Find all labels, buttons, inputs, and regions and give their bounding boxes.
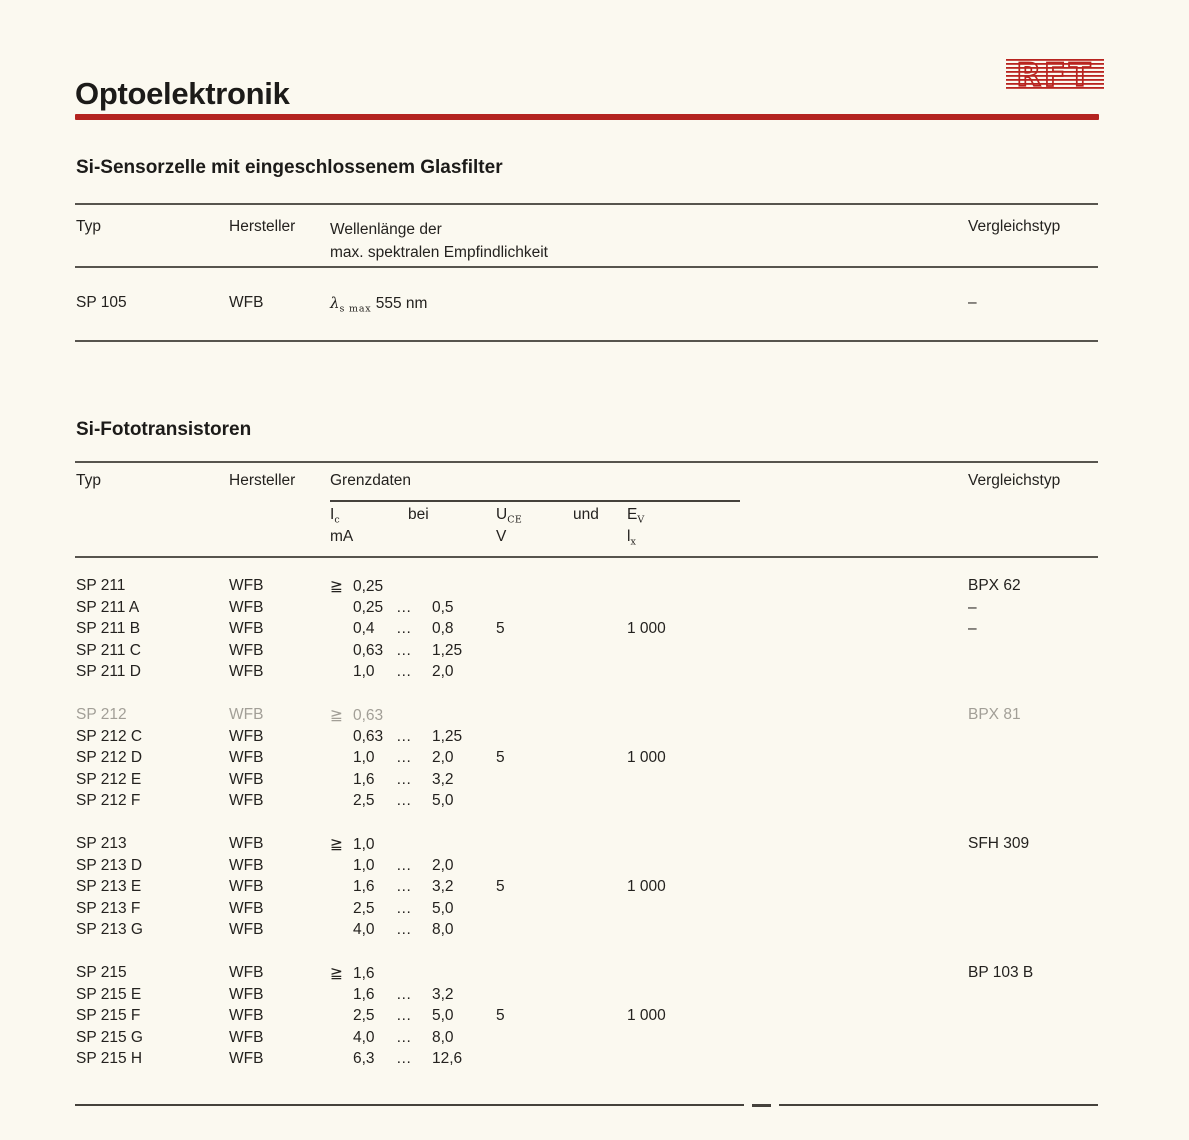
table-row bbox=[0, 1007, 1189, 1029]
sp-type-group bbox=[0, 577, 1189, 685]
range-dots: … bbox=[396, 641, 414, 659]
ic-max-value: 5,0 bbox=[432, 899, 454, 917]
typ-cell: SP 213 E bbox=[76, 878, 142, 895]
ic-min-value: 2,5 bbox=[353, 792, 375, 809]
hersteller-cell: WFB bbox=[229, 1028, 264, 1046]
ic-max-value: 5,0 bbox=[432, 1007, 454, 1024]
hersteller-cell: WFB bbox=[229, 663, 264, 680]
lambda-symbol: λ bbox=[330, 294, 340, 312]
ic-min-value: 0,4 bbox=[353, 620, 375, 637]
grenzdaten-cell bbox=[330, 642, 462, 660]
hersteller-cell: WFB bbox=[229, 598, 264, 616]
ic-unit: mA bbox=[330, 528, 354, 545]
ic-min-value: 1,6 bbox=[353, 985, 375, 1003]
ic-min-value: 1,6 bbox=[353, 965, 375, 982]
red-divider bbox=[75, 114, 1099, 120]
grenzdaten-cell bbox=[330, 1050, 462, 1068]
typ-cell: SP 213 D bbox=[76, 856, 143, 874]
ic-max-value: 12,6 bbox=[432, 1050, 463, 1067]
und-label: und bbox=[573, 506, 599, 523]
uce-cell: 5 bbox=[496, 1007, 505, 1024]
ic-header bbox=[330, 506, 340, 526]
hersteller-cell: WFB bbox=[229, 835, 264, 852]
ic-max-value: 0,8 bbox=[432, 620, 454, 637]
ic-min-value: 2,5 bbox=[353, 1007, 375, 1024]
rft-logo-text: RFT bbox=[1016, 56, 1094, 93]
range-dots: … bbox=[396, 856, 414, 874]
ic-max-value: 8,0 bbox=[432, 921, 454, 938]
wavelength-value: 555 nm bbox=[375, 295, 428, 312]
table-row bbox=[0, 663, 1189, 685]
range-dots: … bbox=[396, 985, 414, 1003]
wellenlaenge-cell bbox=[330, 294, 427, 315]
typ-cell: SP 213 F bbox=[76, 899, 141, 917]
greater-equal-symbol: ≧ bbox=[330, 964, 343, 982]
vergleichstyp-cell: BPX 62 bbox=[968, 577, 1021, 594]
table-row bbox=[0, 1050, 1189, 1072]
table2-col-grenzdaten: Grenzdaten bbox=[330, 472, 411, 489]
table-row bbox=[0, 835, 1189, 857]
lambda-subscript: s max bbox=[339, 303, 372, 315]
uce-subscript: CE bbox=[507, 514, 523, 526]
grenzdaten-cell bbox=[330, 620, 454, 638]
grenzdaten-cell bbox=[330, 900, 454, 918]
ic-min-value: 2,5 bbox=[353, 899, 375, 917]
ev-unit-base: l bbox=[627, 528, 631, 545]
range-dots: … bbox=[396, 1028, 414, 1046]
ev-unit-subscript: x bbox=[630, 536, 637, 548]
grenzdaten-cell bbox=[330, 964, 432, 983]
hersteller-cell: WFB bbox=[229, 921, 264, 938]
table2-bottom-rule-segment3 bbox=[779, 1104, 1098, 1106]
ic-max-value: 1,25 bbox=[432, 727, 463, 745]
ic-min-value: 1,0 bbox=[353, 663, 375, 680]
table-row bbox=[0, 878, 1189, 900]
uce-header bbox=[496, 506, 522, 526]
greater-equal-symbol: ≧ bbox=[330, 577, 343, 595]
table2-col-typ: Typ bbox=[76, 472, 101, 489]
ic-max-value: 3,2 bbox=[432, 770, 454, 788]
ic-min-value: 6,3 bbox=[353, 1050, 375, 1067]
range-dots: … bbox=[396, 749, 414, 766]
typ-cell: SP 215 E bbox=[76, 985, 142, 1003]
range-dots: … bbox=[396, 663, 414, 680]
ic-min-value: 0,25 bbox=[353, 598, 384, 616]
grenzdaten-cell bbox=[330, 771, 454, 789]
typ-cell: SP 213 bbox=[76, 835, 127, 852]
ev-header bbox=[627, 506, 645, 526]
range-dots: … bbox=[396, 598, 414, 616]
ic-min-value: 1,0 bbox=[353, 856, 375, 874]
grenzdaten-cell bbox=[330, 577, 432, 596]
hersteller-cell: WFB bbox=[229, 294, 264, 311]
table1-col-wellenlaenge bbox=[330, 218, 548, 264]
uce-unit: V bbox=[496, 528, 507, 545]
typ-cell: SP 212 bbox=[76, 706, 127, 723]
greater-equal-symbol: ≧ bbox=[330, 835, 343, 853]
ev-subscript: V bbox=[637, 514, 645, 526]
ic-max-value: 3,2 bbox=[432, 878, 454, 895]
range-dots: … bbox=[396, 899, 414, 917]
ic-max-value: 3,2 bbox=[432, 985, 454, 1003]
range-dots: … bbox=[396, 620, 414, 637]
typ-cell: SP 215 G bbox=[76, 1028, 143, 1046]
grenzdaten-cell bbox=[330, 706, 432, 725]
ev-base: E bbox=[627, 506, 638, 523]
table2-col-hersteller: Hersteller bbox=[229, 472, 296, 489]
hersteller-cell: WFB bbox=[229, 985, 264, 1003]
ic-max-value: 2,0 bbox=[432, 663, 454, 680]
typ-cell: SP 212 F bbox=[76, 792, 141, 809]
table-row bbox=[0, 1029, 1189, 1051]
table-row bbox=[0, 749, 1189, 771]
ic-min-value: 4,0 bbox=[353, 921, 375, 938]
table1-col-hersteller: Hersteller bbox=[229, 218, 296, 235]
table-row bbox=[0, 642, 1189, 664]
table2-col-vergleichstyp: Vergleichstyp bbox=[968, 472, 1061, 489]
table2-header-rule bbox=[75, 556, 1098, 558]
ic-max-value: 0,5 bbox=[432, 598, 454, 616]
ic-min-value: 0,63 bbox=[353, 641, 384, 659]
hersteller-cell: WFB bbox=[229, 964, 264, 981]
ic-min-value: 1,6 bbox=[353, 878, 375, 895]
vergleichstyp-cell: – bbox=[968, 294, 977, 311]
hersteller-cell: WFB bbox=[229, 577, 264, 594]
typ-cell: SP 211 bbox=[76, 577, 126, 594]
ev-cell: 1 000 bbox=[627, 620, 666, 637]
grenzdaten-cell bbox=[330, 792, 454, 810]
table1-top-rule bbox=[75, 203, 1098, 205]
grenzdaten-cell bbox=[330, 878, 454, 896]
vergleichstyp-cell: – bbox=[968, 598, 977, 616]
range-dots: … bbox=[396, 921, 414, 938]
vergleichstyp-cell: – bbox=[968, 620, 977, 637]
typ-cell: SP 211 C bbox=[76, 641, 141, 659]
table-row bbox=[0, 620, 1189, 642]
hersteller-cell: WFB bbox=[229, 1050, 264, 1067]
table-row bbox=[0, 964, 1189, 986]
table2-bottom-rule-segment2 bbox=[752, 1104, 771, 1107]
vergleichstyp-cell: SFH 309 bbox=[968, 835, 1030, 852]
ic-min-value: 0,63 bbox=[353, 727, 384, 745]
ev-cell: 1 000 bbox=[627, 749, 666, 766]
ic-base: I bbox=[330, 506, 335, 523]
ev-cell: 1 000 bbox=[627, 1007, 666, 1024]
table-row bbox=[0, 900, 1189, 922]
ic-subscript: c bbox=[334, 514, 341, 526]
uce-cell: 5 bbox=[496, 620, 505, 637]
grenzdaten-cell bbox=[330, 1007, 454, 1025]
range-dots: … bbox=[396, 1007, 414, 1024]
ic-min-value: 1,0 bbox=[353, 749, 375, 766]
typ-cell: SP 212 C bbox=[76, 727, 143, 745]
range-dots: … bbox=[396, 727, 414, 745]
typ-cell: SP 211 D bbox=[76, 663, 141, 680]
ic-min-value: 0,63 bbox=[353, 707, 384, 724]
grenzdaten-cell bbox=[330, 728, 462, 746]
table-row bbox=[0, 599, 1189, 621]
uce-cell: 5 bbox=[496, 749, 505, 766]
range-dots: … bbox=[396, 1050, 414, 1067]
ic-max-value: 8,0 bbox=[432, 1028, 454, 1046]
table2-bottom-rule-segment1 bbox=[75, 1104, 744, 1106]
table-row bbox=[0, 857, 1189, 879]
grenzdaten-cell bbox=[330, 921, 454, 939]
hersteller-cell: WFB bbox=[229, 641, 264, 659]
greater-equal-symbol: ≧ bbox=[330, 706, 343, 724]
typ-cell: SP 105 bbox=[76, 294, 127, 311]
hersteller-cell: WFB bbox=[229, 792, 264, 809]
ic-max-value: 2,0 bbox=[432, 856, 454, 874]
grenzdaten-cell bbox=[330, 835, 432, 854]
hersteller-cell: WFB bbox=[229, 770, 264, 788]
table1-col-wellenlaenge-line1: Wellenlänge der bbox=[330, 221, 442, 238]
table2-body bbox=[0, 577, 1189, 1093]
typ-cell: SP 213 G bbox=[76, 921, 143, 938]
rft-logo bbox=[1006, 55, 1104, 93]
ic-max-value: 5,0 bbox=[432, 792, 454, 809]
grenzdaten-cell bbox=[330, 749, 454, 767]
grenzdaten-cell bbox=[330, 599, 454, 617]
table1-bottom-rule bbox=[75, 340, 1098, 342]
ic-max-value: 2,0 bbox=[432, 749, 454, 766]
sp-type-group bbox=[0, 835, 1189, 943]
hersteller-cell: WFB bbox=[229, 1007, 264, 1024]
table-row bbox=[0, 728, 1189, 750]
ic-min-value: 0,25 bbox=[353, 578, 384, 595]
hersteller-cell: WFB bbox=[229, 706, 264, 723]
vergleichstyp-cell: BP 103 B bbox=[968, 964, 1034, 981]
ic-min-value: 4,0 bbox=[353, 1028, 375, 1046]
bei-label: bei bbox=[408, 506, 429, 523]
typ-cell: SP 212 E bbox=[76, 770, 142, 788]
hersteller-cell: WFB bbox=[229, 856, 264, 874]
ev-unit bbox=[627, 528, 636, 548]
hersteller-cell: WFB bbox=[229, 878, 264, 895]
typ-cell: SP 212 D bbox=[76, 749, 143, 766]
table-row bbox=[0, 921, 1189, 943]
hersteller-cell: WFB bbox=[229, 620, 264, 637]
section1-heading: Si-Sensorzelle mit eingeschlossenem Glasfilter bbox=[76, 157, 503, 178]
range-dots: … bbox=[396, 770, 414, 788]
grenzdaten-cell bbox=[330, 986, 454, 1004]
ic-max-value: 1,25 bbox=[432, 641, 463, 659]
range-dots: … bbox=[396, 878, 414, 895]
table-row bbox=[0, 706, 1189, 728]
table-row bbox=[0, 771, 1189, 793]
ic-min-value: 1,6 bbox=[353, 770, 375, 788]
table2-top-rule bbox=[75, 461, 1098, 463]
table-row bbox=[0, 986, 1189, 1008]
hersteller-cell: WFB bbox=[229, 899, 264, 917]
vergleichstyp-cell: BPX 81 bbox=[968, 706, 1021, 723]
ic-min-value: 1,0 bbox=[353, 836, 375, 853]
grenzdaten-cell bbox=[330, 1029, 454, 1047]
hersteller-cell: WFB bbox=[229, 727, 264, 745]
grenzdaten-cell bbox=[330, 857, 454, 875]
page-title: Optoelektronik bbox=[75, 76, 290, 111]
typ-cell: SP 215 H bbox=[76, 1050, 143, 1067]
typ-cell: SP 215 bbox=[76, 964, 127, 981]
sp-type-group bbox=[0, 706, 1189, 814]
typ-cell: SP 211 B bbox=[76, 620, 141, 637]
table1-col-typ: Typ bbox=[76, 218, 101, 235]
table1-col-vergleichstyp: Vergleichstyp bbox=[968, 218, 1061, 235]
typ-cell: SP 215 F bbox=[76, 1007, 141, 1024]
grenzdaten-cell bbox=[330, 663, 454, 681]
sp-type-group bbox=[0, 964, 1189, 1072]
hersteller-cell: WFB bbox=[229, 749, 264, 766]
ev-cell: 1 000 bbox=[627, 878, 666, 895]
table1-col-wellenlaenge-line2: max. spektralen Empfindlichkeit bbox=[330, 244, 548, 261]
range-dots: … bbox=[396, 792, 414, 809]
uce-cell: 5 bbox=[496, 878, 505, 895]
table1-header-rule bbox=[75, 266, 1098, 268]
table-row bbox=[0, 792, 1189, 814]
grenzdaten-underline bbox=[330, 500, 740, 502]
uce-base: U bbox=[496, 506, 508, 523]
section2-heading: Si-Fototransistoren bbox=[76, 419, 252, 440]
table-row bbox=[0, 577, 1189, 599]
typ-cell: SP 211 A bbox=[76, 598, 140, 616]
